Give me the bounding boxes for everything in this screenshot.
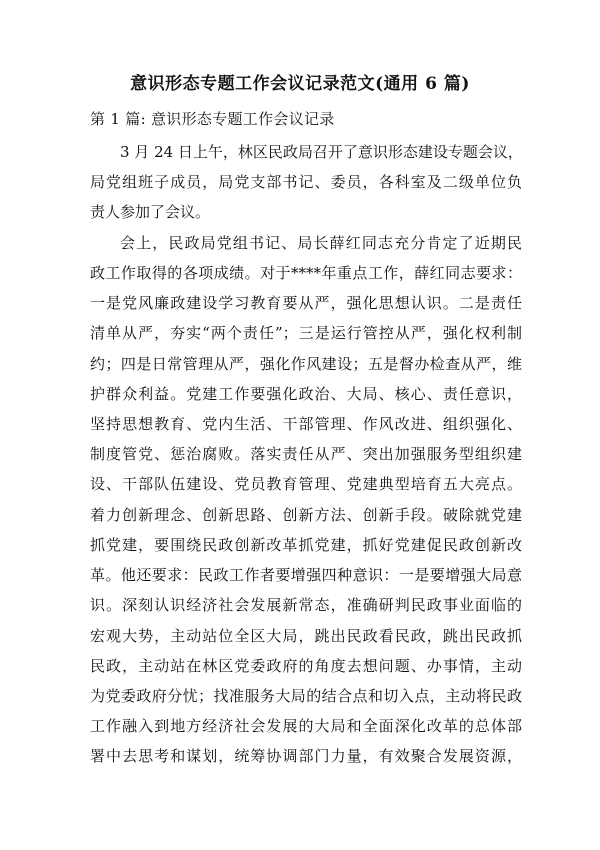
body-line: 护群众利益。党建工作要强化政治、大局、核心、责任意识， xyxy=(90,385,522,403)
body-line: 会上，民政局党组书记、局长薛红同志充分肯定了近期民 xyxy=(120,234,522,252)
body-line: 一是党风廉政建设学习教育要从严，强化思想认识。二是责任 xyxy=(90,294,522,312)
body-line: 识。深刻认识经济社会发展新常态，准确研判民政事业面临的 xyxy=(90,596,522,614)
body-line: 工作融入到地方经济社会发展的大局和全面深化改革的总体部 xyxy=(90,717,522,735)
body-line: 制度管党、惩治腐败。落实责任从严、突出加强服务型组织建 xyxy=(90,445,522,463)
body-line: 清单从严，夯实“两个责任”；三是运行管控从严，强化权利制 xyxy=(90,324,522,342)
body-line: 宏观大势，主动站位全区大局，跳出民政看民政，跳出民政抓 xyxy=(90,627,522,645)
section-heading: 第 1 篇: 意识形态专题工作会议记录 xyxy=(90,110,335,128)
body-line: 着力创新理念、创新思路、创新方法、创新手段。破除就党建 xyxy=(90,506,522,524)
body-line: 3 月 24 日上午，林区民政局召开了意识形态建设专题会议， xyxy=(120,143,523,161)
body-line: 民政，主动站在林区党委政府的角度去想问题、办事情，主动 xyxy=(90,657,522,675)
body-line: 责人参加了会议。 xyxy=(90,203,211,221)
body-line: 为党委政府分忧；找准服务大局的结合点和切入点，主动将民政 xyxy=(90,687,522,705)
body-line: 抓党建，要围绕民政创新改革抓党建，抓好党建促民政创新改 xyxy=(90,536,522,554)
body-line: 署中去思考和谋划，统筹协调部门力量，有效聚合发展资源， xyxy=(90,747,522,765)
body-line: 政工作取得的各项成绩。对于****年重点工作，薛红同志要求： xyxy=(90,264,522,282)
body-line: 局党组班子成员，局党支部书记、委员，各科室及二级单位负 xyxy=(90,173,522,191)
body-line: 约；四是日常管理从严，强化作风建设；五是督办检查从严，维 xyxy=(90,355,522,373)
body-line: 革。他还要求：民政工作者要增强四种意识：一是要增强大局意 xyxy=(90,566,522,584)
body-line: 坚持思想教育、党内生活、干部管理、作风改进、组织强化、 xyxy=(90,415,522,433)
body-line: 设、干部队伍建设、党员教育管理、党建典型培育五大亮点。 xyxy=(90,475,522,493)
document-title: 意识形态专题工作会议记录范文(通用 6 篇) xyxy=(130,74,470,94)
